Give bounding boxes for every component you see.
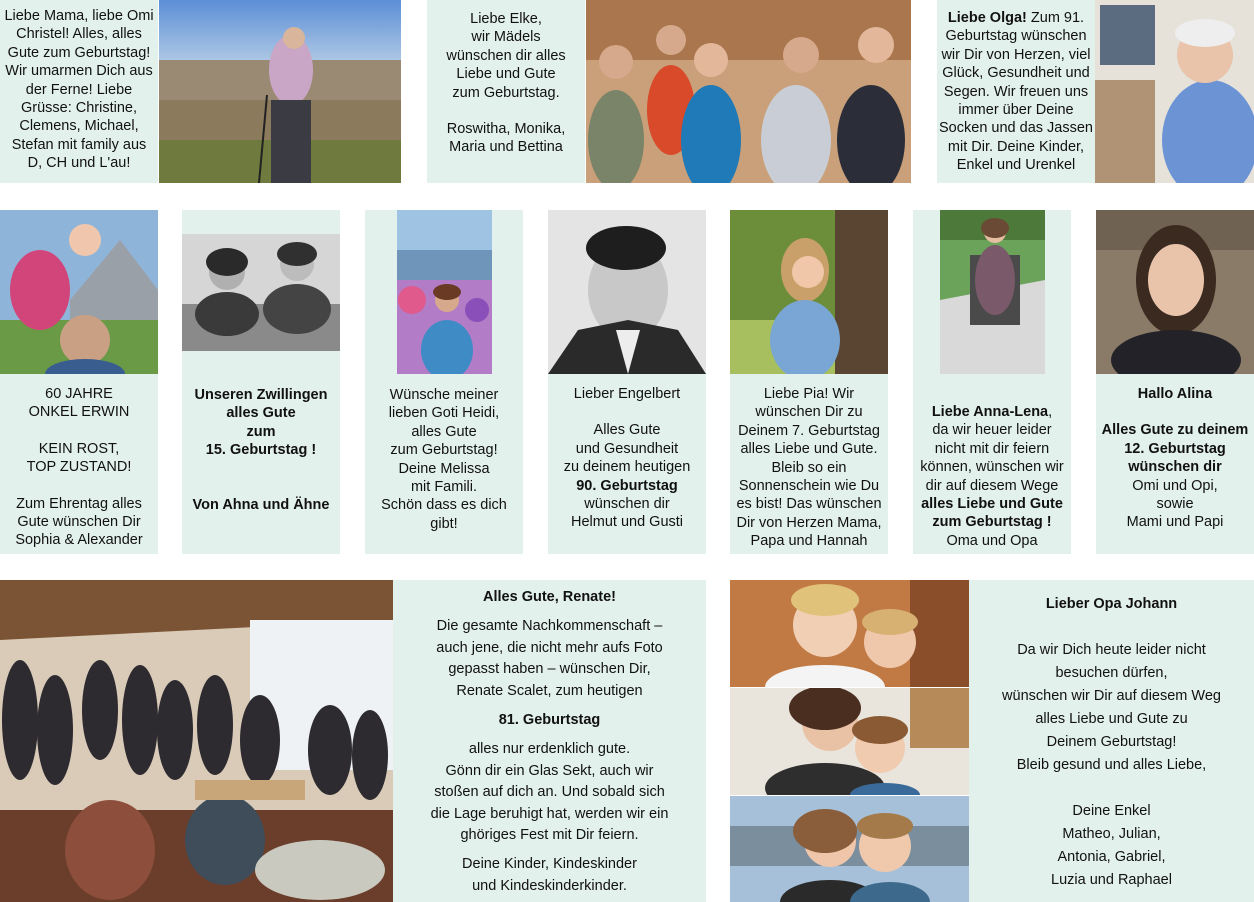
- text-line: Omi und Opi,: [1132, 477, 1218, 494]
- card-johann-message: [969, 593, 1254, 892]
- card-alina-message: [1096, 385, 1254, 532]
- text-line: Liebe Elke,: [470, 11, 542, 27]
- text-line: Renate Scalet, zum heutigen: [456, 682, 643, 699]
- text-line: stoßen auf dich an. Und sobald sich: [434, 784, 665, 801]
- card-engelbert-message: [548, 385, 706, 532]
- text-line: Die gesamte Nachkommenschaft –: [436, 618, 663, 635]
- text-line: auch jene, die nicht mehr aufs Foto: [436, 639, 663, 656]
- card-olga-message: [937, 9, 1095, 175]
- text-line: Liebe und Gute: [456, 66, 556, 83]
- card-pia-text: [730, 374, 888, 554]
- photo-young-man-bw: [548, 210, 706, 374]
- photo-family-group: [0, 580, 393, 902]
- photo-grandchildren-2: [730, 688, 969, 795]
- text-line-bold: 81. Geburtstag: [498, 712, 601, 729]
- text-line: alles nur erdenklich gute.: [468, 741, 631, 758]
- card-renate-text: [393, 580, 706, 902]
- signature-line: Matheo, Julian,: [1062, 826, 1161, 842]
- text-line: wir Dir von Herzen, viel: [941, 46, 1091, 63]
- text-line: 15. Geburtstag !: [205, 442, 317, 459]
- text-line: sowie: [1156, 496, 1194, 513]
- text-line: Socken und das Jassen: [939, 120, 1093, 137]
- text-line: und Gesundheit: [575, 440, 679, 457]
- photo-girl-by-tree: [730, 210, 888, 374]
- photo-elderly-woman: [1095, 0, 1254, 183]
- text-line: Wünsche meiner: [389, 387, 499, 403]
- text-line: Segen. Wir freuen uns: [943, 83, 1089, 100]
- card-title: Alles Gute, Renate!: [483, 589, 616, 605]
- card-elke-message: [427, 10, 585, 157]
- text-line: Geburtstag wünschen: [945, 28, 1087, 45]
- text-line: wir Mädels: [471, 29, 541, 46]
- text-line: Stefan mit family aus: [11, 136, 147, 153]
- text-line: TOP ZUSTAND!: [26, 459, 132, 476]
- text-line: nicht mit dir feiern: [934, 440, 1050, 457]
- photo-grandchildren-3: [730, 796, 969, 902]
- photo-hiker-on-summit: [159, 0, 401, 183]
- signature-line: Deine Enkel: [1072, 803, 1151, 819]
- text-line: gepasst haben – wünschen Dir,: [448, 661, 651, 678]
- text-line: Deinem 7. Geburtstag: [738, 422, 880, 439]
- card-title: Lieber Opa Johann: [1045, 596, 1178, 612]
- text-line: Bleib gesund und alles Liebe,: [1016, 757, 1207, 773]
- card-renate-message: [393, 587, 706, 897]
- text-line: alles Liebe und Gute zu: [1035, 711, 1188, 727]
- photo-girl-and-uncle: [0, 210, 158, 374]
- text-line-bold: alles Liebe und Gute: [921, 496, 1063, 513]
- text-line: Zum Ehrentag alles: [16, 495, 142, 512]
- text-line: wünschen dir: [584, 496, 670, 513]
- text-line: Gute wünschen Dir: [17, 514, 141, 531]
- text-line: Papa und Hannah: [750, 533, 868, 550]
- text-line: es bist! Das wünschen: [736, 496, 882, 513]
- photo-girl-portrait: [1096, 210, 1254, 374]
- signature-line: Roswitha, Monika,: [446, 121, 566, 138]
- text-line: Enkel und Urenkel: [956, 157, 1076, 174]
- text-line: Gute zum Geburtstag!: [7, 44, 151, 61]
- text-line: wünschen dir alles: [446, 47, 566, 64]
- text-line: wünschen Dir zu: [755, 404, 863, 421]
- text-line: Liebe Mama, liebe Omi: [4, 8, 154, 24]
- text-line-bold: 90. Geburtstag: [576, 477, 678, 494]
- text-line: [937, 9, 1095, 27]
- text-line: mit Famili.: [410, 479, 478, 496]
- text-line: Wir umarmen Dich aus: [5, 63, 153, 80]
- text-line: wünschen wir Dir auf diesem Weg: [1002, 688, 1221, 704]
- photo-five-women: [586, 0, 911, 183]
- text-line: D, CH und L'au!: [27, 155, 131, 172]
- card-elke-text: [427, 0, 585, 183]
- text-line: Unseren Zwillingen: [194, 387, 328, 403]
- text-line: Sophia & Alexander: [15, 532, 143, 549]
- text-line: Christel! Alles, alles: [16, 26, 142, 43]
- signature-line: Luzia und Raphael: [1051, 872, 1172, 888]
- card-johann-text: [969, 580, 1254, 902]
- text-line: Deine Melissa: [398, 460, 490, 477]
- text-line: Sonnenschein wie Du: [738, 478, 880, 495]
- text-line: alles Gute: [411, 423, 477, 440]
- text-line: Glück, Gesundheit und: [942, 65, 1090, 82]
- text-line: [913, 403, 1071, 421]
- signature-line: Maria und Bettina: [449, 139, 563, 156]
- signature-line: Deine Kinder, Kindeskinder: [462, 856, 637, 873]
- card-alina-text: [1096, 374, 1254, 554]
- text-line: lieben Goti Heidi,: [388, 405, 500, 422]
- greeting-line: Hallo Alina: [1137, 386, 1213, 402]
- text-line: Oma und Opa: [946, 532, 1038, 549]
- greeting-name: Liebe Olga!: [947, 10, 1027, 26]
- text-line: immer über Deine: [958, 102, 1074, 119]
- card-zwillinge-message: [182, 386, 340, 514]
- text-line: Clemens, Michael,: [19, 118, 139, 135]
- text-line-bold: Alles Gute zu deinem: [1101, 422, 1249, 439]
- card-heidi-message: [365, 386, 523, 533]
- text-line: zum Geburtstag.: [452, 84, 560, 101]
- text-line: können, wünschen wir: [920, 459, 1064, 476]
- text-fragment: ,: [1048, 404, 1053, 420]
- signature-line: Antonia, Gabriel,: [1057, 849, 1166, 865]
- card-erwin-text: [0, 374, 158, 554]
- text-line: ghöriges Fest mit Dir feiern.: [460, 827, 639, 844]
- card-mama-text: [0, 0, 158, 183]
- text-line: Gönn dir ein Glas Sekt, auch wir: [445, 762, 654, 779]
- text-line: ONKEL ERWIN: [28, 404, 130, 421]
- photo-twins-bw: [182, 234, 340, 351]
- text-line: zum: [246, 423, 276, 440]
- text-fragment: Zum 91.: [1026, 10, 1085, 26]
- greeting-line: Lieber Engelbert: [573, 386, 681, 402]
- card-erwin-message: [0, 385, 158, 550]
- text-line: alles Liebe und Gute.: [740, 441, 878, 458]
- text-line-bold: 12. Geburtstag: [1124, 440, 1226, 457]
- text-line-bold: wünschen dir: [1128, 459, 1222, 476]
- photo-woman-with-flowers: [397, 210, 492, 374]
- signature-line: Von Ahna und Ähne: [192, 496, 330, 513]
- photo-grandchildren-1: [730, 580, 969, 687]
- signature-line: und Kindeskinderkinder.: [472, 877, 627, 894]
- text-line: 60 JAHRE: [45, 386, 113, 402]
- text-line: KEIN ROST,: [38, 440, 120, 457]
- text-line: die Lage beruhigt hat, werden wir ein: [430, 805, 669, 822]
- text-line: Deinem Geburtstag!: [1046, 734, 1177, 750]
- text-line: der Ferne! Liebe: [25, 81, 133, 98]
- text-line: Schön dass es dich: [381, 497, 507, 514]
- photo-girl-on-chair: [940, 210, 1045, 374]
- text-line: gibt!: [430, 515, 458, 532]
- text-line: Mami und Papi: [1126, 514, 1224, 531]
- text-line: alles Gute: [226, 405, 296, 422]
- text-line: Alles Gute: [593, 422, 661, 439]
- text-line: besuchen dürfen,: [1055, 665, 1168, 681]
- text-line: Dir von Herzen Mama,: [736, 514, 882, 531]
- card-pia-message: [730, 385, 888, 551]
- text-line: Grüsse: Christine,: [20, 100, 138, 117]
- text-line: Liebe Pia! Wir: [763, 386, 855, 402]
- text-line: da wir heuer leider: [932, 422, 1052, 439]
- card-olga-text: [937, 0, 1095, 183]
- text-line: zum Geburtstag!: [390, 442, 498, 459]
- card-mama-message: [0, 7, 158, 173]
- text-line-bold: zum Geburtstag !: [932, 514, 1052, 531]
- text-line: zu deinem heutigen: [563, 459, 691, 476]
- text-line: dir auf diesem Wege: [925, 477, 1059, 494]
- text-line: Da wir Dich heute leider nicht: [1017, 642, 1206, 658]
- card-engelbert-text: [548, 374, 706, 554]
- text-line: Bleib so ein: [771, 459, 847, 476]
- greeting-name: Liebe Anna-Lena: [931, 404, 1049, 420]
- card-annalena-message: [913, 403, 1071, 550]
- text-line: mit Dir. Deine Kinder,: [947, 138, 1085, 155]
- text-line: Helmut und Gusti: [570, 514, 684, 531]
